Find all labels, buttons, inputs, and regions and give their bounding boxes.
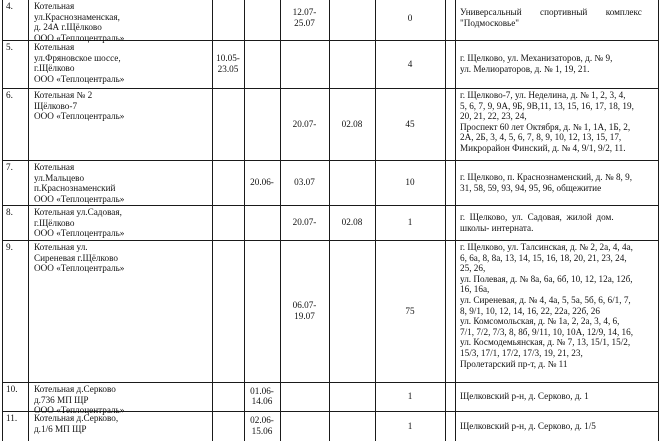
outage-period: 01.06- 14.06	[250, 385, 274, 407]
facility-name-line: Котельная д.Серково,	[34, 413, 119, 423]
address-line: 16, 16а,	[460, 284, 490, 295]
facility-name-line: д.1/6 МП ЩР	[34, 423, 87, 434]
address-line: "Подмосковье"	[460, 18, 520, 28]
address-line: Щелковский р-н, д. Серково, д. 1/5	[460, 420, 596, 431]
outage-period: 03.07	[294, 177, 315, 188]
facility-name-line: г.Щёлково	[34, 63, 75, 74]
facility-name-line: Котельная	[34, 1, 75, 11]
address-line: 8, 9/1, 10, 12, 14, 16, 22, 22а, 22б, 26	[460, 305, 600, 316]
facility-name-line: ООО «Теплоцентраль»	[34, 405, 125, 416]
row-number: 9.	[6, 242, 13, 252]
facility-name-line: Котельная ул.Садовая,	[34, 207, 122, 217]
facility-name-line: Котельная	[34, 162, 75, 172]
facility-name-line: ул.Фряновское шоссе,	[34, 52, 121, 63]
facility-name-line: ООО «Теплоцентраль»	[34, 228, 125, 239]
facility-name-line: ул.Мальцево	[34, 172, 85, 183]
facility-name-line: ООО «Теплоцентраль»	[34, 111, 125, 122]
address-line: 20, 21, 22, 23, 24,	[460, 111, 527, 122]
facility-name-line: д.736 МП ЩР	[34, 394, 89, 405]
row-number: 7.	[6, 162, 13, 172]
row-number: 10.	[6, 384, 18, 394]
facility-name-line: д. 24А г.Щёлково	[34, 22, 102, 33]
address-line: школы- интерната.	[460, 222, 534, 233]
address-line: ул. Полевая, д. № 8а, 6а, 6б, 10, 12, 12а, 12б,	[460, 273, 633, 284]
outage-period: 20.07-	[292, 118, 317, 129]
address-line: 25, 26,	[460, 263, 486, 274]
address-line: 2А, 2Б, 3, 4, 5, 6, 7, 8, 9, 10, 12, 13, 15, 17,	[460, 132, 622, 143]
row-number: 6.	[6, 90, 13, 100]
facility-name-line: Сиреневая г.Щёлково	[34, 252, 118, 263]
address-line: г. Щелково, ул. Механизаторов, д. № 9,	[460, 53, 613, 64]
outage-period: 12.07- 25.07	[292, 7, 317, 28]
outage-period: 02.08	[341, 217, 363, 228]
building-count: 45	[405, 118, 415, 129]
building-count: 0	[407, 12, 413, 23]
facility-name-line: Котельная № 2	[34, 90, 93, 100]
facility-name-line: г.Щёлково	[34, 217, 75, 228]
building-count: 4	[407, 58, 413, 69]
address-line: 7/1, 7/2, 7/3, 8, 8б, 9/11, 10, 10А, 12/9, 14, 16,	[460, 326, 634, 337]
building-count: 1	[407, 391, 413, 402]
address-line: 15/3, 17/1, 17/2, 17/3, 19, 21, 23,	[460, 348, 583, 358]
address-line: Микрорайон Финский, д. № 4, 9/1, 9/2, 11.	[460, 143, 626, 153]
facility-name-line: Котельная ул.	[34, 242, 88, 252]
address-line: 31, 58, 59, 93, 94, 95, 96, общежитие	[460, 182, 602, 193]
building-count: 1	[407, 420, 413, 431]
address-line: ул. Сиреневая, д. № 4, 4а, 5, 5а, 5б, 6, 6/1, 7,	[460, 295, 631, 305]
row-number: 8.	[6, 207, 13, 217]
facility-name-line: Котельная	[34, 42, 75, 52]
row-number: 11.	[6, 413, 18, 423]
facility-name-line: ООО «Теплоцентраль»	[34, 263, 125, 274]
facility-name-line: Котельная д.Серково	[34, 384, 116, 394]
row-number: 4.	[6, 1, 13, 11]
address-line: г. Щелково, ул. Садовая, жилой дом.	[460, 211, 614, 222]
facility-name-line: ООО «Теплоцентраль»	[34, 32, 125, 43]
building-count: 10	[405, 177, 415, 188]
address-line: Пролетарский пр-т, д. № 11	[460, 358, 568, 369]
address-line: г. Щелково-7, ул. Неделина, д. № 1, 2, 3, 4,	[460, 90, 626, 100]
outage-period: 20.06-	[250, 177, 274, 188]
facility-name-line: ООО «Теплоцентраль»	[34, 193, 125, 204]
address-line: ул. Космодемьянская, д. № 7, 13, 15/1, 15/2,	[460, 337, 631, 348]
row-number: 5.	[6, 42, 13, 52]
address-line: ул. Мелиораторов, д. № 1, 19, 21.	[460, 64, 590, 74]
facility-name-line: ул.Краснознаменская,	[34, 11, 120, 22]
facility-name-line: Щёлково-7	[34, 100, 78, 111]
address-line: Универсальный спортивный комплекс	[460, 7, 642, 18]
address-line: ул. Комсомольская, д. № 1а, 2, 2а, 3, 4, 6,	[460, 316, 620, 327]
outage-period: 10.05- 23.05	[216, 53, 240, 74]
outage-period: 02.06- 15.06	[250, 415, 274, 436]
facility-name-line: п.Краснознаменский	[34, 183, 116, 194]
address-line: 6, 6а, 8, 8а, 13, 14, 15, 16, 18, 20, 21, 23, 24,	[460, 252, 627, 263]
outage-period: 20.07-	[292, 217, 317, 228]
outage-period: 06.07- 19.07	[292, 300, 317, 321]
facility-name-line: ООО «Теплоцентраль»	[34, 73, 125, 84]
address-line: Щелковский р-н, д. Серково, д. 1	[460, 391, 589, 402]
address-line: г. Щелково, п. Краснознаменский, д. № 8, 9,	[460, 171, 633, 182]
building-count: 75	[405, 305, 415, 316]
building-count: 1	[407, 217, 413, 228]
address-line: Проспект 60 лет Октября, д. № 1, 1А, 1Б, 2,	[460, 121, 631, 132]
outage-period: 02.08	[341, 118, 363, 129]
address-line: 5, 6, 7, 9, 9А, 9Б, 9В,11, 13, 15, 16, 17, 18, 19,	[460, 100, 634, 111]
address-line: г. Щелково, ул. Талсинская, д. № 2, 2а, 4, 4а,	[460, 242, 633, 252]
